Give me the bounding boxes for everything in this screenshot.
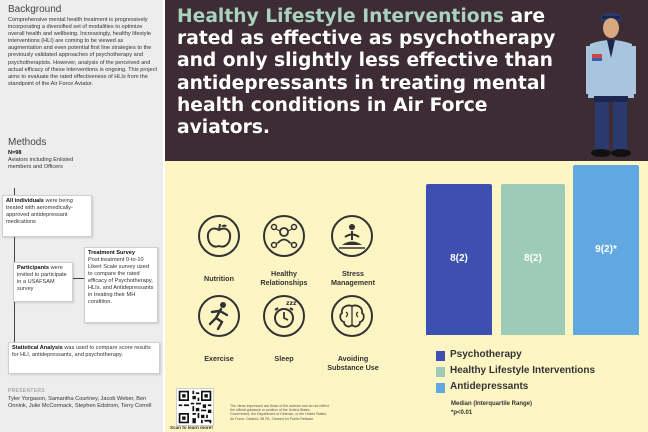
- arrow-connector: [14, 237, 15, 263]
- methods-heading: Methods: [8, 137, 47, 148]
- n-box: [8, 150, 86, 188]
- title-banner: [165, 0, 648, 161]
- network-icon: [265, 217, 303, 255]
- bar-antidepressants: [573, 165, 639, 335]
- legend-swatch: [436, 351, 445, 361]
- legend-label: Psychotherapy: [450, 349, 522, 360]
- exercise-icon-frame: [198, 295, 240, 337]
- qr-code-icon[interactable]: [176, 388, 214, 426]
- bar-label: 8(2): [524, 253, 542, 265]
- background-heading: Background: [8, 4, 62, 15]
- icon-label: Stress Management: [331, 269, 375, 287]
- stats-box-bold: Statistical Analysis: [12, 345, 63, 351]
- background-text: Comprehensive mental health treatment is progressively incorporating a diversified set of modalities to optimize overall health and wellbeing. Increasingly, healthy lifestyle interventions (HLI) are coming to be viewed as augmentation and even potential first line strategies to the previously validated approaches of psychotherapy and psychotherapists. However, analysis of the perceived and actual efficacy of these interventions is ongoing. This project aims to evaluate the rated effectiveness of HLIs from the standpoint of the Air Force Aviator.: [8, 17, 158, 87]
- findings-panel: [165, 161, 648, 432]
- disclaimer-text: The views expressed are those of the authors and do not reflect the official guidance or position of the United States Government, the Department of Defense, or the United States Air Force. Cleared, 88 PA, Cleared for Public Release: [230, 404, 329, 421]
- icon-label: Avoiding Substance Use: [327, 354, 379, 372]
- participants-box-bold: Participants: [17, 265, 50, 271]
- significance-note: *p<0.01: [451, 410, 473, 416]
- treatment-box-bold: Treatment Survey: [88, 250, 135, 256]
- all-box-bold: All individuals: [6, 198, 44, 204]
- substance-icon-frame: [331, 295, 373, 337]
- treatment-survey-box: [84, 247, 158, 323]
- brain-icon: [333, 297, 371, 335]
- stats-box-text: was used to compare score results for HLI, antidepressants, and psychotherapy.: [12, 345, 151, 358]
- runner-icon: [200, 297, 238, 335]
- relationships-icon-frame: [263, 215, 305, 257]
- participants-box-text: were invited to participate in a USAFSAM survey: [17, 265, 67, 292]
- bar-label: 8(2): [450, 253, 468, 265]
- nutrition-icon-frame: [198, 215, 240, 257]
- airman-figure-icon: [580, 6, 642, 158]
- icon-label: Sleep: [274, 354, 294, 363]
- treatment-box-text: Post treatment 0-to-10 Likert Scale survey used to compare the rated efficacy of Psychotherapy, HLIs, and Antidepressants in treating their MH condition.: [88, 257, 154, 305]
- apple-icon: [200, 217, 238, 255]
- alarm-clock-icon: [265, 297, 303, 335]
- qr-caption: Scan to learn more!: [170, 425, 213, 430]
- presenters-names: Tyler Yorgason, Samantha Courtney, Jacob Weber, Ben Onnink, Julie McCormack, Stephen Edstrom, Terry Correll: [8, 396, 152, 409]
- svg-text:zzz: zzz: [286, 300, 297, 307]
- stress-icon-frame: [331, 215, 373, 257]
- efficacy-bar-chart: [423, 161, 645, 347]
- presenters-heading: PRESENTERS: [8, 388, 45, 394]
- n-box-bold: N=98: [8, 150, 22, 156]
- meditation-icon: [333, 217, 371, 255]
- icon-label: Exercise: [204, 354, 234, 363]
- bar-label: 9(2)*: [595, 244, 617, 255]
- participants-box: [13, 262, 73, 302]
- left-column: [0, 0, 163, 432]
- title-rest: are rated as effective as psychotherapy and only slightly less effective than antidepressants in treating mental health conditions in Air Force aviators.: [177, 6, 556, 139]
- legend-swatch: [436, 367, 445, 377]
- bar-hli: [501, 184, 565, 335]
- legend-label: Antidepressants: [450, 381, 529, 392]
- bar-psychotherapy: [426, 184, 492, 335]
- title-highlight: Healthy Lifestyle Interventions: [177, 6, 505, 27]
- arrow-connector: [14, 302, 15, 342]
- all-individuals-box: [2, 195, 92, 237]
- all-box-text: were being treated with aeromedically-approved antidepressant medications: [6, 198, 73, 225]
- sleep-icon-frame: [263, 295, 305, 337]
- median-note: Median (Interquartile Range): [451, 401, 533, 407]
- icon-label: Healthy Relationships: [260, 269, 308, 287]
- icon-label: Nutrition: [204, 274, 234, 283]
- legend-label: Healthy Lifestyle Interventions: [450, 365, 596, 376]
- legend-swatch: [436, 383, 445, 393]
- statistical-analysis-box: [8, 342, 160, 374]
- n-box-text: Aviators including Enlisted members and Officers: [8, 157, 74, 170]
- main-title: [177, 6, 569, 139]
